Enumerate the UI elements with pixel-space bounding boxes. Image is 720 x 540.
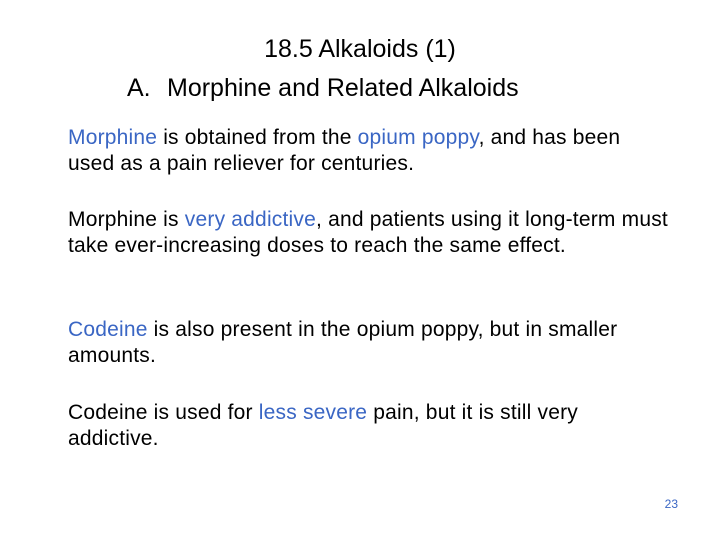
- para-text: Morphine is: [68, 208, 185, 231]
- paragraph-morphine-addictive: [68, 207, 668, 259]
- page-number: 23: [664, 497, 678, 511]
- slide-subtitle: [127, 73, 519, 103]
- paragraph-morphine-source: [68, 125, 668, 177]
- para-text: is also present in the opium poppy, but in smaller amounts.: [68, 318, 618, 367]
- para-text: pain, but it is still very addictive.: [68, 401, 579, 450]
- highlight-morphine: Morphine: [68, 126, 158, 149]
- para-text: , and patients using it long-term must take ever-increasing doses to reach the same effect.: [68, 208, 668, 257]
- slide-title: 18.5 Alkaloids (1): [264, 35, 456, 63]
- paragraph-codeine-use: [68, 400, 668, 452]
- highlight-codeine: Codeine: [68, 318, 148, 341]
- highlight-less-severe: less severe: [258, 401, 368, 424]
- highlight-very-addictive: very addictive: [184, 208, 316, 231]
- para-text: is obtained from the: [157, 126, 358, 149]
- highlight-opium-poppy: opium poppy: [357, 126, 479, 149]
- para-text: Codeine is used for: [68, 401, 259, 424]
- subtitle-letter: A.: [127, 74, 151, 102]
- paragraph-codeine-source: [68, 317, 668, 369]
- para-text: , and has been used as a pain reliever for centuries.: [68, 126, 621, 175]
- subtitle-text: Morphine and Related Alkaloids: [167, 74, 519, 102]
